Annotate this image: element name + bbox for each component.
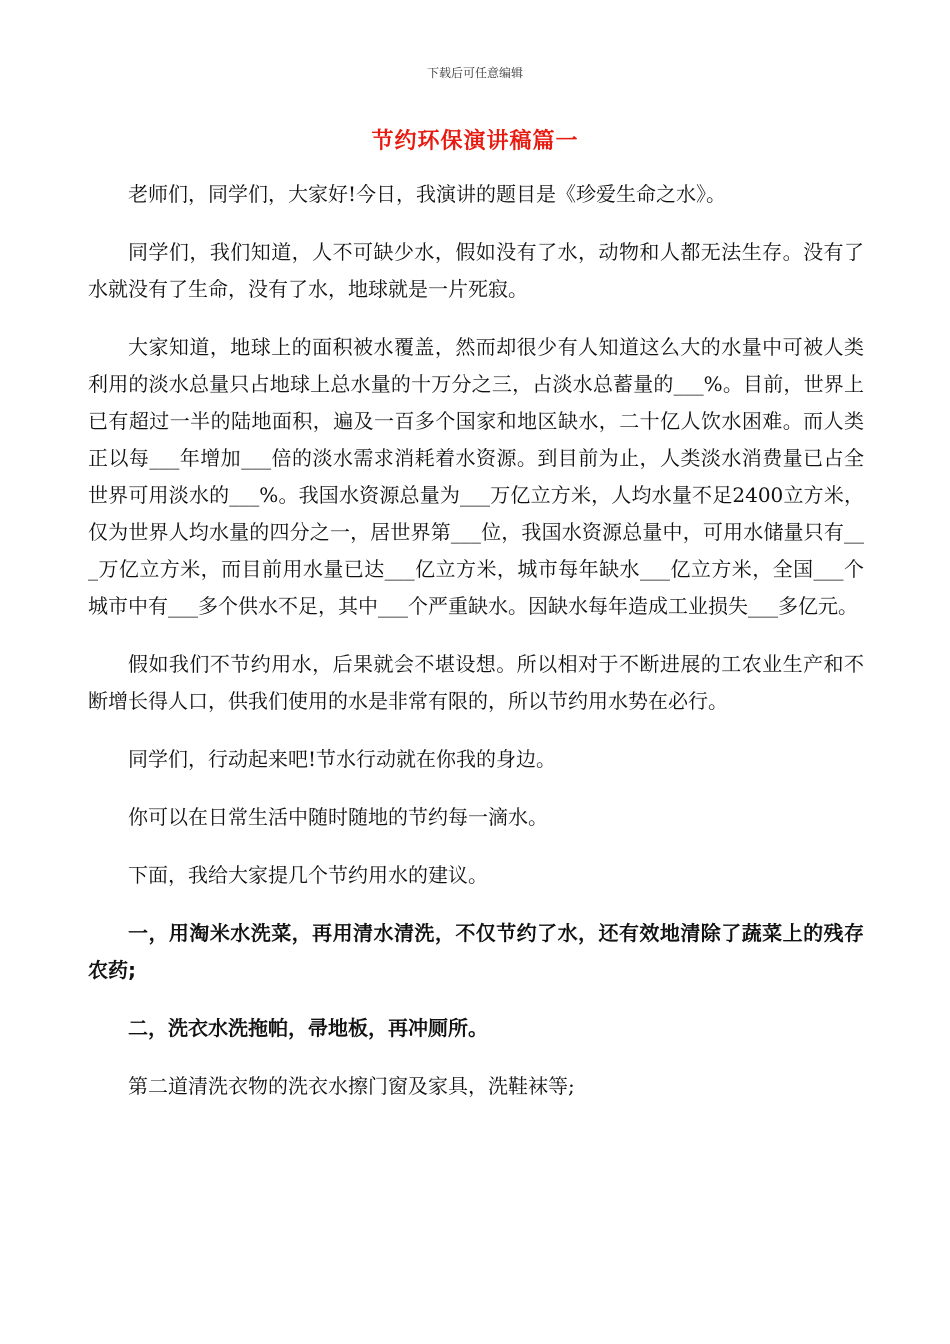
document-body [88, 176, 864, 1126]
paragraph: 老师们，同学们，大家好!今日，我演讲的题目是《珍爱生命之水》。 [128, 182, 727, 206]
header-note: 下载后可任意编辑 [426, 66, 523, 80]
paragraph: 一，用淘米水洗菜，再用清水清洗，不仅节约了水，还有效地清除了蔬菜上的残存农药; [88, 921, 864, 982]
paragraph: 下面，我给大家提几个节约用水的建议。 [128, 863, 488, 887]
paragraph: 同学们，我们知道，人不可缺少水，假如没有了水，动物和人都无法生存。没有了水就没有了生命，没有了水，地球就是一片死寂。 [88, 240, 864, 301]
document-title: 节约环保演讲稿篇一 [371, 129, 579, 154]
paragraph: 二，洗衣水洗拖帕，帚地板，再冲厕所。 [128, 1016, 488, 1040]
paragraph: 假如我们不节约用水，后果就会不堪设想。所以相对于不断进展的工农业生产和不断增长得人口，供我们使用的水是非常有限的，所以节约用水势在必行。 [88, 652, 864, 713]
paragraph: 大家知道，地球上的面积被水覆盖，然而却很少有人知道这么大的水量中可被人类利用的淡水总量只占地球上总水量的十万分之三，占淡水总蓄量的___%。目前，世界上已有超过一半的陆地面积，遍及一百多个国家和地区缺水，二十亿人饮水困难。而人类正以每___年增加___倍的淡水需求消耗着水资源。到目前为止，人类淡水消费量已占全世界可用淡水的___%。我国水资源总量为___万亿立方米，人均水量不足2400立方米，仅为世界人均水量的四分之一，居世界第___位，我国水资源总量中，可用水储量只有___万亿立方米，而目前用水量已达___亿立方米，城市每年缺水___亿立方米，全国___个城市中有___多个供水不足，其中___个严重缺水。因缺水每年造成工业损失___多亿元。 [88, 335, 864, 618]
paragraph: 同学们，行动起来吧!节水行动就在你我的身边。 [128, 747, 557, 771]
paragraph: 第二道清洗衣物的洗衣水擦门窗及家具，洗鞋袜等; [128, 1074, 575, 1098]
paragraph: 你可以在日常生活中随时随地的节约每一滴水。 [128, 805, 548, 829]
